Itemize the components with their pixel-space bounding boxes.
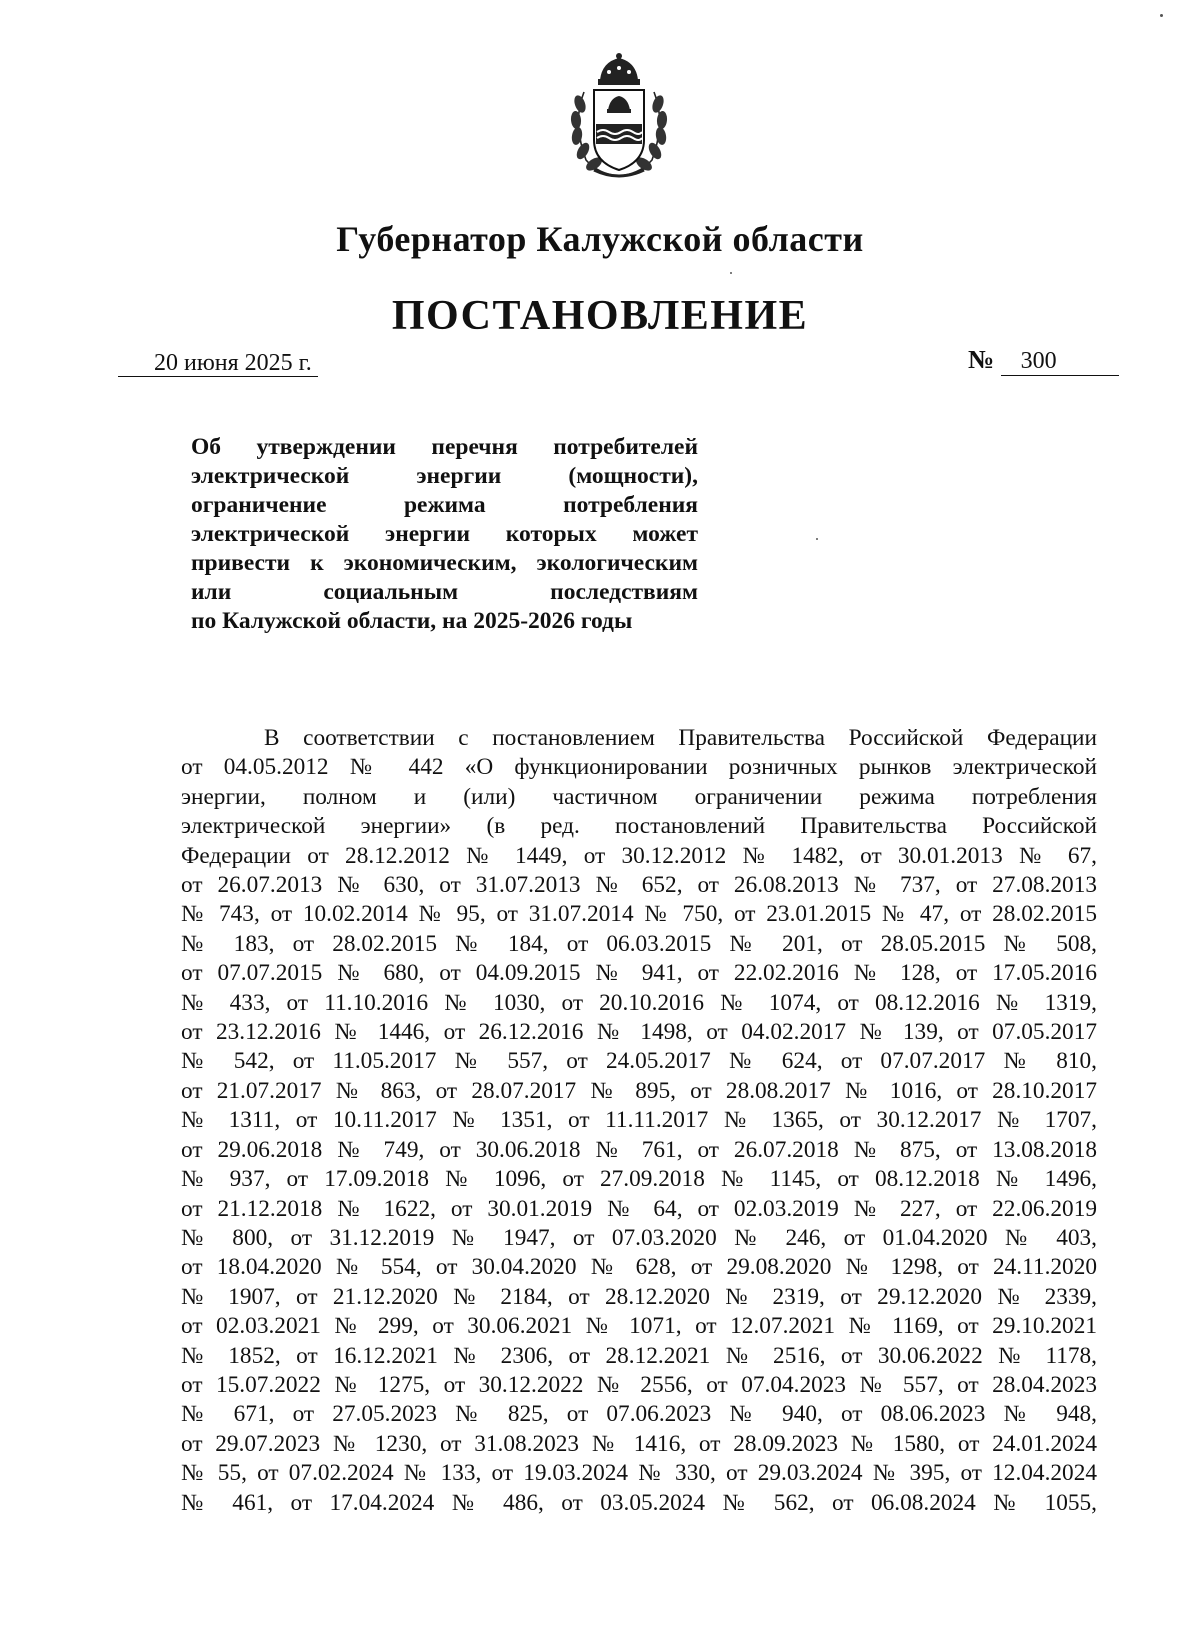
- scan-speck: [816, 538, 818, 540]
- body-line: № 800, от 31.12.2019 № 1947, от 07.03.2020 № 246, от 01.04.2020 № 403,: [181, 1224, 1097, 1251]
- body-line: № 1311, от 10.11.2017 № 1351, от 11.11.2017 № 1365, от 30.12.2017 № 1707,: [181, 1107, 1097, 1134]
- subject-line: электрической энергии которых может: [191, 521, 698, 547]
- subject-line: или социальным последствиям: [191, 579, 698, 605]
- document-body: [181, 724, 1097, 1518]
- document-subject: [191, 433, 698, 636]
- body-line: от 29.07.2023 № 1230, от 31.08.2023 № 1416, от 28.09.2023 № 1580, от 24.01.2024: [181, 1430, 1097, 1457]
- body-line: № 743, от 10.02.2014 № 95, от 31.07.2014 № 750, от 23.01.2015 № 47, от 28.02.2015: [181, 901, 1097, 928]
- body-line: от 07.07.2015 № 680, от 04.09.2015 № 941, от 22.02.2016 № 128, от 17.05.2016: [181, 960, 1097, 987]
- body-line: от 04.05.2012 № 442 «О функционировании розничных рынков электрической: [181, 754, 1097, 781]
- subject-line: ограничение режима потребления: [191, 492, 698, 518]
- body-line: от 15.07.2022 № 1275, от 30.12.2022 № 2556, от 07.04.2023 № 557, от 28.04.2023: [181, 1371, 1097, 1398]
- body-line: В соответствии с постановлением Правительства Российской Федерации: [264, 725, 1097, 751]
- number-label: №: [968, 345, 995, 374]
- document-number-block: [968, 346, 1119, 376]
- body-line: № 183, от 28.02.2015 № 184, от 06.03.2015 № 201, от 28.05.2015 № 508,: [181, 930, 1097, 957]
- body-line: от 29.06.2018 № 749, от 30.06.2018 № 761, от 26.07.2018 № 875, от 13.08.2018: [181, 1136, 1097, 1163]
- document-number: 300: [1001, 347, 1119, 376]
- body-line: от 02.03.2021 № 299, от 30.06.2021 № 1071, от 12.07.2021 № 1169, от 29.10.2021: [181, 1313, 1097, 1340]
- body-line: № 461, от 17.04.2024 № 486, от 03.05.2024 № 562, от 06.08.2024 № 1055,: [181, 1489, 1097, 1516]
- body-line: от 26.07.2013 № 630, от 31.07.2013 № 652, от 26.08.2013 № 737, от 27.08.2013: [181, 872, 1097, 899]
- body-line: от 21.12.2018 № 1622, от 30.01.2019 № 64, от 02.03.2019 № 227, от 22.06.2019: [181, 1195, 1097, 1222]
- body-line: № 671, от 27.05.2023 № 825, от 07.06.2023 № 940, от 08.06.2023 № 948,: [181, 1401, 1097, 1428]
- body-line: от 18.04.2020 № 554, от 30.04.2020 № 628, от 29.08.2020 № 1298, от 24.11.2020: [181, 1254, 1097, 1281]
- body-line: № 937, от 17.09.2018 № 1096, от 27.09.2018 № 1145, от 08.12.2018 № 1496,: [181, 1166, 1097, 1193]
- body-line: № 1907, от 21.12.2020 № 2184, от 28.12.2020 № 2319, от 29.12.2020 № 2339,: [181, 1283, 1097, 1310]
- body-line: от 21.07.2017 № 863, от 28.07.2017 № 895, от 28.08.2017 № 1016, от 28.10.2017: [181, 1077, 1097, 1104]
- body-line: № 55, от 07.02.2024 № 133, от 19.03.2024 № 330, от 29.03.2024 № 395, от 12.04.2024: [181, 1460, 1097, 1487]
- coat-of-arms-icon: [564, 52, 674, 182]
- body-line: № 1852, от 16.12.2021 № 2306, от 28.12.2021 № 2516, от 30.06.2022 № 1178,: [181, 1342, 1097, 1369]
- subject-line: привести к экономическим, экологическим: [191, 550, 698, 576]
- body-line: электрической энергии» (в ред. постановлений Правительства Российской: [181, 813, 1097, 840]
- document-type-title: ПОСТАНОВЛЕНИЕ: [391, 293, 809, 339]
- document-date: 20 июня 2025 г.: [118, 350, 318, 377]
- body-line: № 433, от 11.10.2016 № 1030, от 20.10.2016 № 1074, от 08.12.2016 № 1319,: [181, 989, 1097, 1016]
- issuing-authority: Губернатор Калужской области: [336, 219, 864, 259]
- subject-line: по Калужской области, на 2025-2026 годы: [191, 608, 633, 634]
- scan-speck: [730, 272, 732, 274]
- subject-line: электрической энергии (мощности),: [191, 463, 698, 489]
- body-line: энергии, полном и (или) частичном ограничении режима потребления: [181, 783, 1097, 810]
- body-line: Федерации от 28.12.2012 № 1449, от 30.12.2012 № 1482, от 30.01.2013 № 67,: [181, 842, 1097, 869]
- body-line: от 23.12.2016 № 1446, от 26.12.2016 № 1498, от 04.02.2017 № 139, от 07.05.2017: [181, 1019, 1097, 1046]
- body-line: № 542, от 11.05.2017 № 557, от 24.05.2017 № 624, от 07.07.2017 № 810,: [181, 1048, 1097, 1075]
- scan-speck: [1160, 14, 1163, 17]
- subject-line: Об утверждении перечня потребителей: [191, 434, 698, 460]
